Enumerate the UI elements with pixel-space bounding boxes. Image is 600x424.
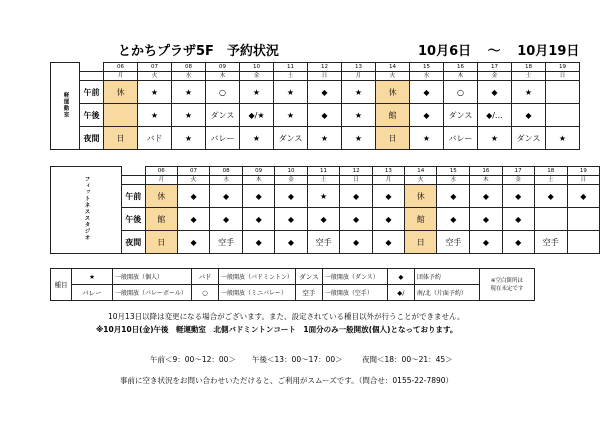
schedule-cell: ★ (172, 127, 206, 150)
schedule-cell: ◆ (177, 231, 209, 254)
schedule-cell: ◆ (437, 208, 470, 231)
table-row (51, 208, 600, 231)
table-row (51, 185, 600, 208)
schedule-cell: 日 (405, 231, 437, 254)
schedule-cell: 空手 (437, 231, 470, 254)
schedule-cell: ダンス (512, 127, 546, 150)
day-number: 07 (177, 167, 209, 176)
schedule-cell: バレー (444, 127, 478, 150)
schedule-cell: ◆ (340, 231, 372, 254)
schedule-cell: 館 (145, 208, 177, 231)
date-range (418, 40, 579, 59)
day-number: 17 (502, 167, 534, 176)
day-number: 19 (567, 167, 599, 176)
day-weekday: 水 (172, 72, 206, 81)
schedule-cell: 休 (104, 81, 138, 104)
day-weekday: 金 (478, 72, 512, 81)
day-weekday: 水 (437, 176, 470, 185)
section-label (51, 63, 80, 150)
day-number: 06 (145, 167, 177, 176)
schedule-cell: ◆ (372, 185, 404, 208)
time-afternoon: 午後＜13：00～17：00＞ (252, 355, 343, 364)
day-number: 18 (534, 167, 567, 176)
section-label (51, 167, 122, 254)
notice-line-2: ※10月10日(金)午後 軽運動室 北側バドミントンコート 1面分のみ一般開放(個人)となっております。 (96, 325, 458, 334)
schedule-cell: ★ (274, 104, 308, 127)
legend-key: ◆/ (387, 285, 414, 301)
schedule-cell: バレー (206, 127, 240, 150)
legend-value: 一般開放（個人） (113, 269, 192, 285)
legend-title: 種目 (51, 269, 72, 301)
day-number: 11 (307, 167, 340, 176)
schedule-cell: ◆/… (478, 104, 512, 127)
legend-key: ○ (192, 285, 219, 301)
schedule-cell: 空手 (534, 231, 567, 254)
time-slot-label: 夜間 (80, 127, 104, 150)
schedule-cell: ◆ (340, 185, 372, 208)
day-weekday: 月 (145, 176, 177, 185)
legend-key: バレー (72, 285, 113, 301)
day-weekday: 日 (340, 176, 372, 185)
day-number: 17 (478, 63, 512, 72)
day-number: 16 (470, 167, 502, 176)
day-weekday: 水 (210, 176, 243, 185)
legend-value: 一般開放（ダンス） (322, 269, 387, 285)
schedule-cell: ◆ (410, 104, 444, 127)
schedule-cell: ◆ (502, 185, 534, 208)
day-number: 13 (342, 63, 376, 72)
day-weekday: 火 (405, 176, 437, 185)
schedule-cell: ◆ (275, 208, 307, 231)
light-exercise-room-table (50, 62, 580, 150)
schedule-cell: ◆ (340, 208, 372, 231)
schedule-cell: ★ (478, 127, 512, 150)
day-number: 15 (437, 167, 470, 176)
schedule-cell: 館 (405, 208, 437, 231)
header-spacer (80, 72, 104, 81)
legend-table (50, 268, 535, 301)
time-slot-label: 午後 (80, 104, 104, 127)
day-number: 10 (240, 63, 274, 72)
day-weekday: 金 (275, 176, 307, 185)
blank-note-line2: 現在未定です (490, 285, 524, 292)
fitness-studio-table (50, 166, 600, 254)
schedule-cell: バド (138, 127, 172, 150)
day-weekday: 木 (206, 72, 240, 81)
schedule-cell: ◆ (512, 104, 546, 127)
table-row (51, 127, 580, 150)
day-weekday: 木 (444, 72, 478, 81)
table-row (51, 231, 600, 254)
schedule-cell: ◆ (372, 208, 404, 231)
schedule-cell: ★ (410, 127, 444, 150)
legend-key: ★ (72, 269, 113, 285)
notice-line-1: 10月13日以降は変更になる場合がございます。また、設定されている種目以外が行うことができません。 (108, 312, 465, 321)
schedule-cell: ダンス (444, 104, 478, 127)
time-morning: 午前＜9：00～12：00＞ (150, 355, 236, 364)
schedule-cell: ◆ (502, 208, 534, 231)
legend-key: 空手 (295, 285, 322, 301)
schedule-cell (104, 104, 138, 127)
day-number: 10 (275, 167, 307, 176)
day-number: 08 (210, 167, 243, 176)
schedule-cell: ◆ (308, 81, 342, 104)
schedule-cell: 休 (145, 185, 177, 208)
day-weekday: 月 (372, 176, 404, 185)
time-slot-label: 午後 (122, 208, 146, 231)
schedule-cell: ◆ (470, 231, 502, 254)
legend-key: バド (192, 269, 219, 285)
day-weekday: 土 (274, 72, 308, 81)
schedule-cell: ダンス (206, 104, 240, 127)
day-number: 08 (172, 63, 206, 72)
header-spacer (80, 63, 104, 72)
day-number: 14 (376, 63, 410, 72)
schedule-cell: ◆ (307, 208, 340, 231)
section-label-text: 軽運動室 (62, 91, 69, 118)
schedule-cell: ◆ (410, 81, 444, 104)
day-weekday: 日 (567, 176, 599, 185)
schedule-cell: ◆/★ (240, 104, 274, 127)
schedule-cell: ★ (172, 104, 206, 127)
day-weekday: 木 (470, 176, 502, 185)
schedule-cell: ○ (206, 81, 240, 104)
day-number: 12 (308, 63, 342, 72)
schedule-cell: ◆ (437, 185, 470, 208)
time-slot-label: 午前 (80, 81, 104, 104)
legend-value: 一般開放（バドミントン） (219, 269, 296, 285)
schedule-cell: ◆ (308, 104, 342, 127)
schedule-cell: ◆ (210, 185, 243, 208)
time-slot-label: 夜間 (122, 231, 146, 254)
legend-key: ◆ (387, 269, 414, 285)
schedule-cell: ★ (240, 127, 274, 150)
schedule-cell: ★ (512, 81, 546, 104)
schedule-cell: ◆ (177, 208, 209, 231)
day-number: 14 (405, 167, 437, 176)
day-weekday: 月 (104, 72, 138, 81)
schedule-cell: ◆ (275, 185, 307, 208)
legend-value: 南/北（片面予約） (414, 285, 479, 301)
schedule-cell: 休 (405, 185, 437, 208)
section-label-text: フィットネススタジオ (83, 176, 90, 241)
day-weekday: 土 (512, 72, 546, 81)
day-weekday: 火 (376, 72, 410, 81)
day-weekday: 金 (240, 72, 274, 81)
page-title: とかちプラザ5F 予約状況 (118, 44, 279, 59)
schedule-cell: ◆ (275, 231, 307, 254)
schedule-cell: ◆ (567, 185, 599, 208)
day-weekday: 日 (546, 72, 580, 81)
schedule-cell: 日 (145, 231, 177, 254)
date-tilde: ～ (487, 44, 501, 59)
schedule-cell: ◆ (177, 185, 209, 208)
schedule-cell: ★ (138, 104, 172, 127)
day-number: 07 (138, 63, 172, 72)
schedule-cell: ダンス (274, 127, 308, 150)
legend-value: 団体予約 (414, 269, 479, 285)
day-weekday: 火 (177, 176, 209, 185)
time-slot-label: 午前 (122, 185, 146, 208)
day-weekday: 金 (502, 176, 534, 185)
contact-note: 事前に空き状況をお問い合わせいただけると、ご利用がスムーズです。（問合せ：0155-22-7890） (120, 376, 454, 385)
schedule-cell: ◆ (470, 185, 502, 208)
day-number: 15 (410, 63, 444, 72)
schedule-cell: ★ (308, 127, 342, 150)
schedule-cell: ◆ (478, 81, 512, 104)
day-weekday: 月 (342, 72, 376, 81)
day-weekday: 木 (243, 176, 275, 185)
legend-key: ダンス (295, 269, 322, 285)
schedule-cell: ★ (172, 81, 206, 104)
day-weekday: 土 (534, 176, 567, 185)
schedule-cell: ◆ (243, 231, 275, 254)
day-weekday: 火 (138, 72, 172, 81)
day-weekday: 土 (307, 176, 340, 185)
date-to: 10月19日 (517, 44, 580, 59)
schedule-cell: 空手 (210, 231, 243, 254)
schedule-cell: ★ (546, 127, 580, 150)
day-number: 09 (206, 63, 240, 72)
day-number: 19 (546, 63, 580, 72)
day-number: 06 (104, 63, 138, 72)
day-number: 13 (372, 167, 404, 176)
schedule-cell (534, 208, 567, 231)
schedule-cell: ◆ (502, 231, 534, 254)
legend-value: 一般開放（バレーボール） (113, 285, 192, 301)
schedule-cell: ◆ (372, 231, 404, 254)
header-spacer (122, 167, 146, 176)
blank-note (479, 269, 534, 301)
schedule-cell: ★ (342, 81, 376, 104)
schedule-cell: ★ (274, 81, 308, 104)
legend-value: 一般開放（空手） (322, 285, 387, 301)
schedule-cell: 空手 (307, 231, 340, 254)
header-spacer (122, 176, 146, 185)
day-weekday: 日 (308, 72, 342, 81)
schedule-cell: 日 (104, 127, 138, 150)
schedule-cell (546, 81, 580, 104)
blank-note-line1: ※空白箇所は (490, 277, 523, 284)
table-row (51, 104, 580, 127)
legend-value: 一般開放（ミニバレー） (219, 285, 296, 301)
schedule-cell: ★ (342, 104, 376, 127)
time-evening: 夜間＜18：00～21：45＞ (362, 355, 453, 364)
day-number: 09 (243, 167, 275, 176)
schedule-cell: ★ (138, 81, 172, 104)
schedule-cell: ◆ (534, 185, 567, 208)
schedule-cell: 休 (376, 81, 410, 104)
table-row (51, 81, 580, 104)
day-number: 11 (274, 63, 308, 72)
schedule-cell: ◆ (243, 185, 275, 208)
schedule-cell: ◆ (210, 208, 243, 231)
schedule-cell: ◆ (470, 208, 502, 231)
schedule-cell: ★ (307, 185, 340, 208)
schedule-cell: ★ (240, 81, 274, 104)
day-number: 16 (444, 63, 478, 72)
schedule-cell: ◆ (243, 208, 275, 231)
schedule-cell (546, 104, 580, 127)
schedule-cell: ○ (444, 81, 478, 104)
schedule-cell: 館 (376, 104, 410, 127)
day-number: 18 (512, 63, 546, 72)
schedule-cell: 日 (376, 127, 410, 150)
schedule-cell (567, 231, 599, 254)
schedule-cell (567, 208, 599, 231)
day-weekday: 水 (410, 72, 444, 81)
day-number: 12 (340, 167, 372, 176)
date-from: 10月6日 (418, 44, 472, 59)
schedule-cell: ★ (342, 127, 376, 150)
